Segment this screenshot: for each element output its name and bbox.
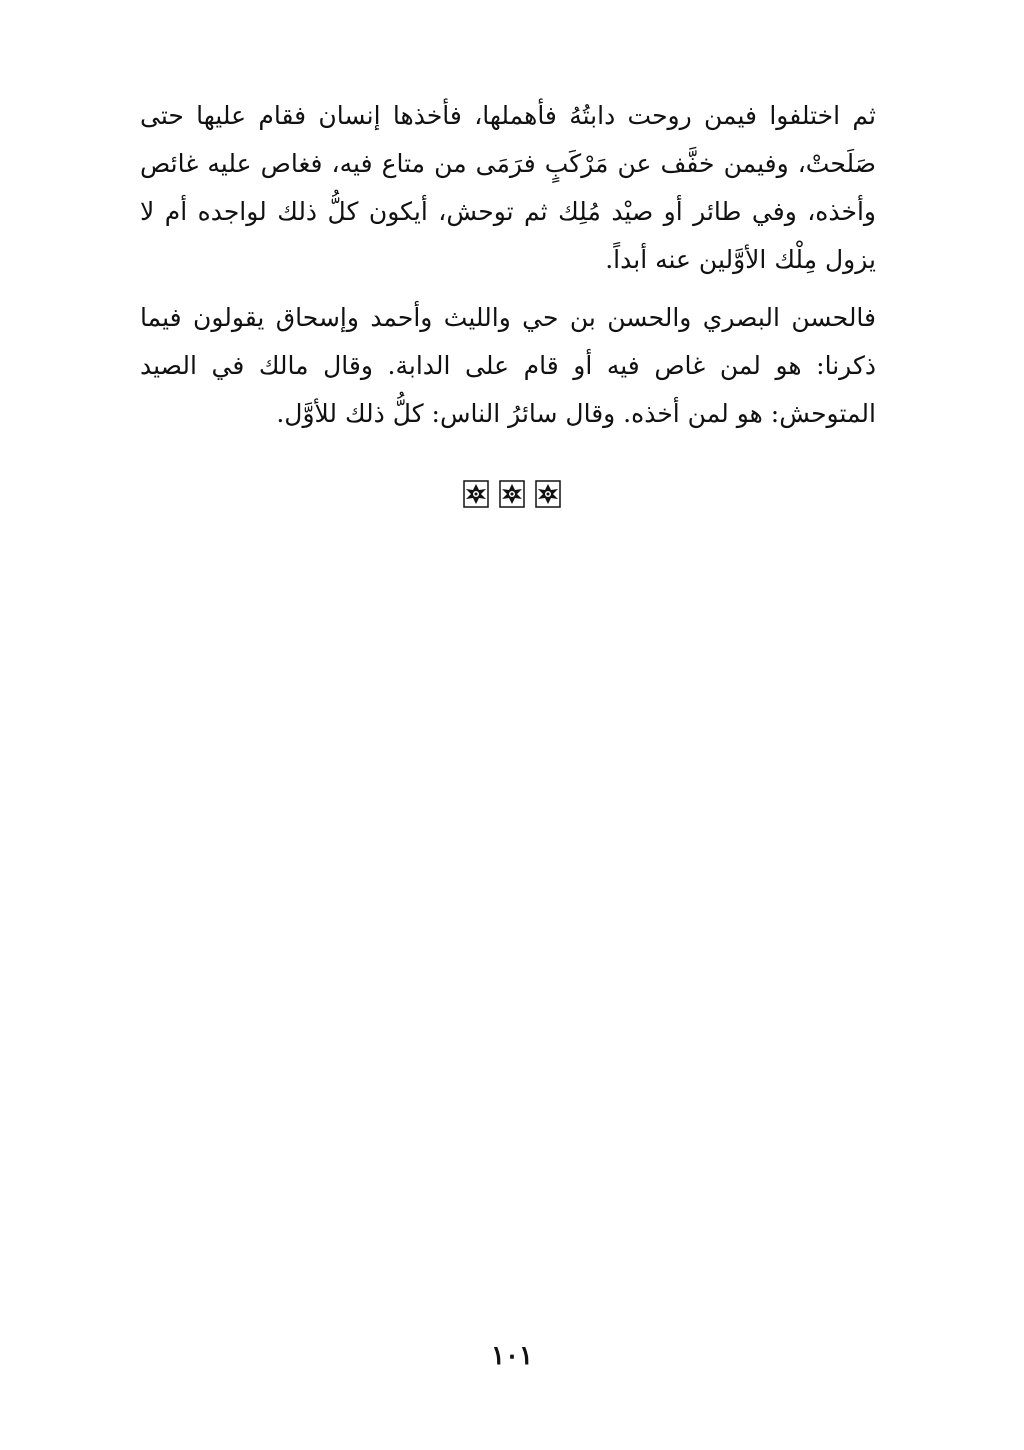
body-text bbox=[140, 92, 876, 438]
paragraph-1: ثم اختلفوا فيمن روحت دابتُهُ فأهملها، فأخذها إنسان فقام عليها حتى صَلَحتْ، وفيمن خفَّف عن مَرْكَبٍ فرَمَى من متاع فيه، فغاص عليه غائص وأخذه، وفي طائر أو صيْد مُلِك ثم توحش، أيكون كلُّ ذلك لواجده أم لا يزول مِلْك الأوَّلين عنه أبداً. bbox=[140, 101, 876, 274]
floral-ornament-icon bbox=[499, 480, 525, 508]
section-divider-ornaments bbox=[0, 480, 1024, 508]
floral-ornament-icon bbox=[463, 480, 489, 508]
page-number: ١٠١ bbox=[491, 1341, 533, 1371]
floral-ornament-icon bbox=[535, 480, 561, 508]
paragraph-2: فالحسن البصري والحسن بن حي والليث وأحمد وإسحاق يقولون فيما ذكرنا: هو لمن غاص فيه أو قام على الدابة. وقال مالك في الصيد المتوحش: هو لمن أخذه. وقال سائرُ الناس: كلُّ ذلك للأوَّل. bbox=[140, 303, 876, 428]
